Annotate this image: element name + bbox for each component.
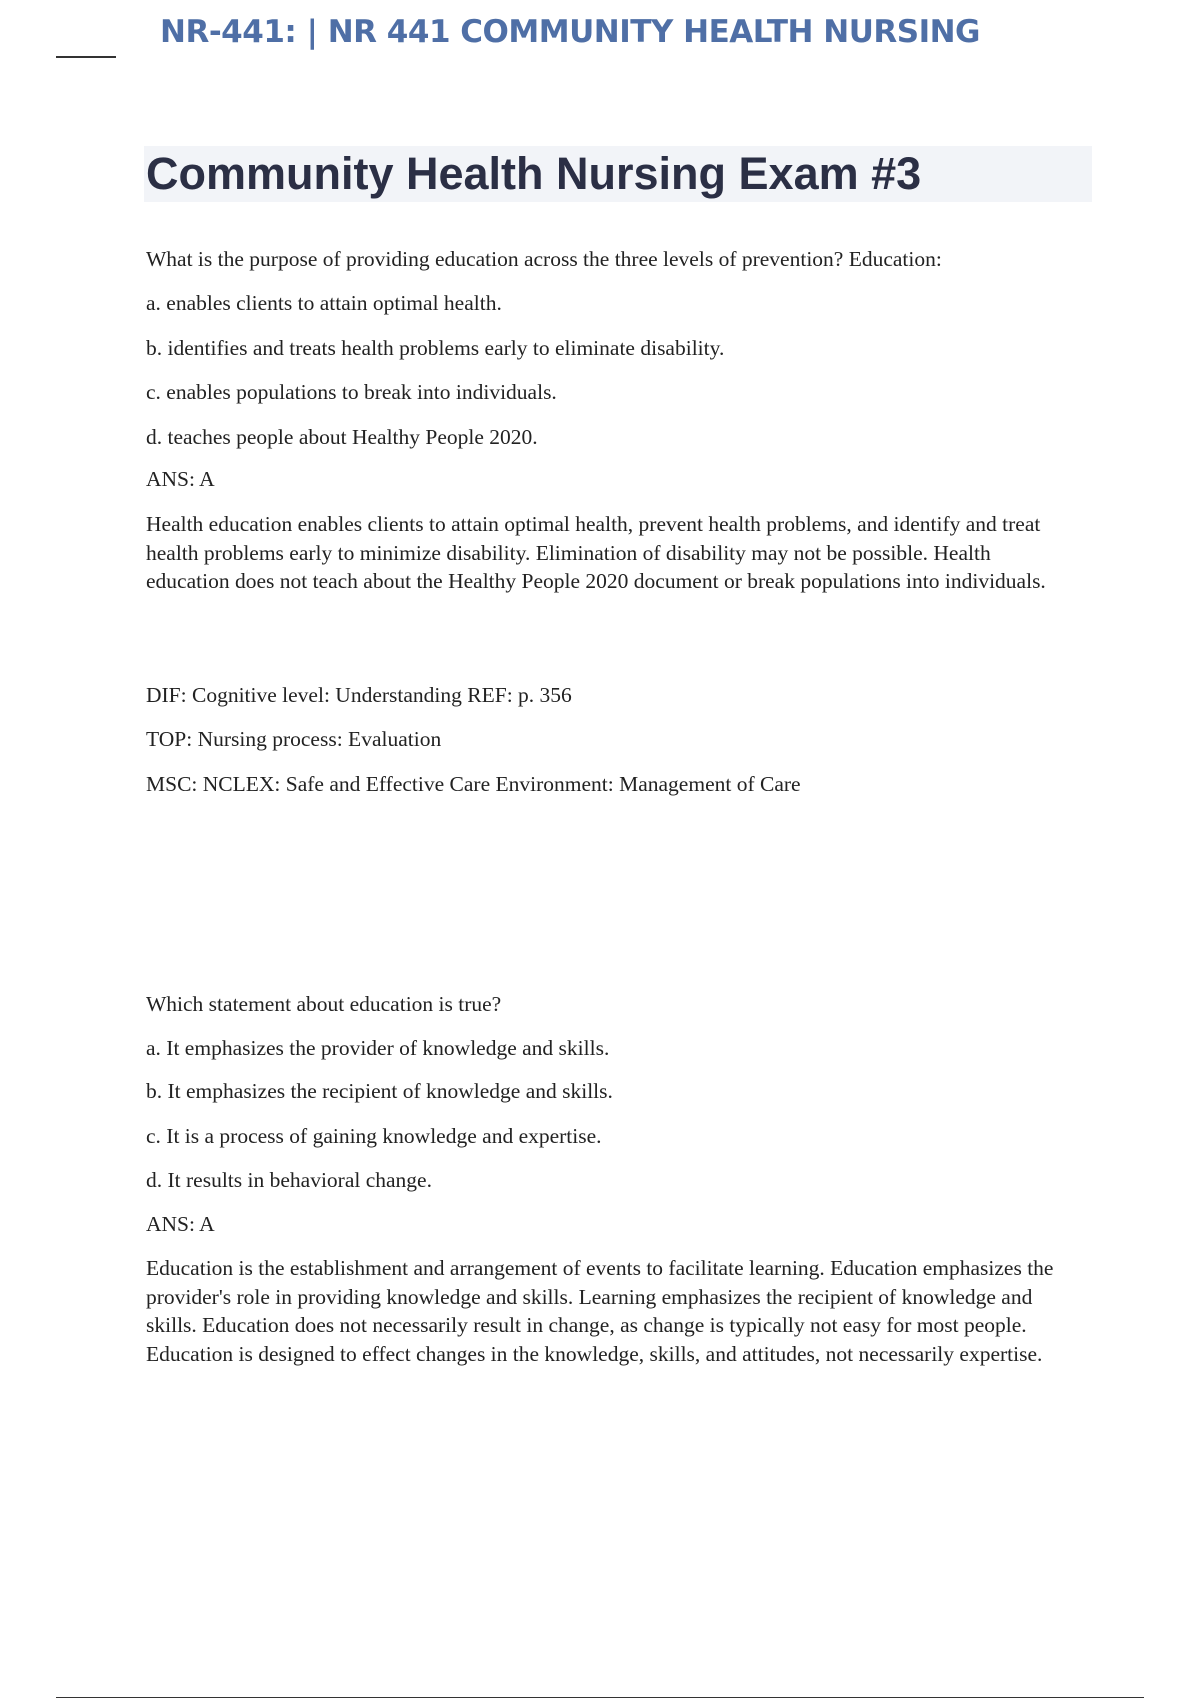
question-1-msc: MSC: NCLEX: Safe and Effective Care Environment: Management of Care <box>146 772 801 796</box>
question-1-option-c: c. enables populations to break into individuals. <box>146 380 557 404</box>
question-2-option-d: d. It results in behavioral change. <box>146 1168 432 1192</box>
question-1-option-d: d. teaches people about Healthy People 2020. <box>146 425 538 449</box>
question-2-rationale: Education is the establishment and arrangement of events to facilitate learning. Education emphasizes the provider's role in providing knowledge and skills. Learning emphasizes the recipient of knowledge and skills. Education does not necessarily result in change, as change is typically not easy for most people. Education is designed to effect changes in the knowledge, skills, and attitudes, not necessarily expertise. <box>146 1256 1054 1366</box>
question-1-topic: TOP: Nursing process: Evaluation <box>146 727 442 751</box>
footer-divider <box>56 1697 1144 1698</box>
question-1-option-a: a. enables clients to attain optimal health. <box>146 291 502 315</box>
question-2-option-a: a. It emphasizes the provider of knowledge and skills. <box>146 1036 610 1060</box>
question-2-option-b: b. It emphasizes the recipient of knowledge and skills. <box>146 1079 613 1103</box>
header-divider <box>56 56 116 58</box>
question-1-answer: ANS: A <box>146 467 215 491</box>
course-header: NR-441: | NR 441 COMMUNITY HEALTH NURSING <box>160 14 980 50</box>
question-1-stem: What is the purpose of providing education across the three levels of prevention? Education: <box>146 247 942 271</box>
question-2-stem: Which statement about education is true? <box>146 992 502 1016</box>
question-1-option-b: b. identifies and treats health problems early to eliminate disability. <box>146 336 725 360</box>
question-1-rationale: Health education enables clients to attain optimal health, prevent health problems, and identify and treat health problems early to minimize disability. Elimination of disability may not be possible. Health education does not teach about the Healthy People 2020 document or break populations into individuals. <box>146 512 1046 593</box>
question-1-difficulty: DIF: Cognitive level: Understanding REF: p. 356 <box>146 683 572 707</box>
question-2-option-c: c. It is a process of gaining knowledge and expertise. <box>146 1124 602 1148</box>
page-title: Community Health Nursing Exam #3 <box>146 148 922 199</box>
question-2-answer: ANS: A <box>146 1212 215 1236</box>
